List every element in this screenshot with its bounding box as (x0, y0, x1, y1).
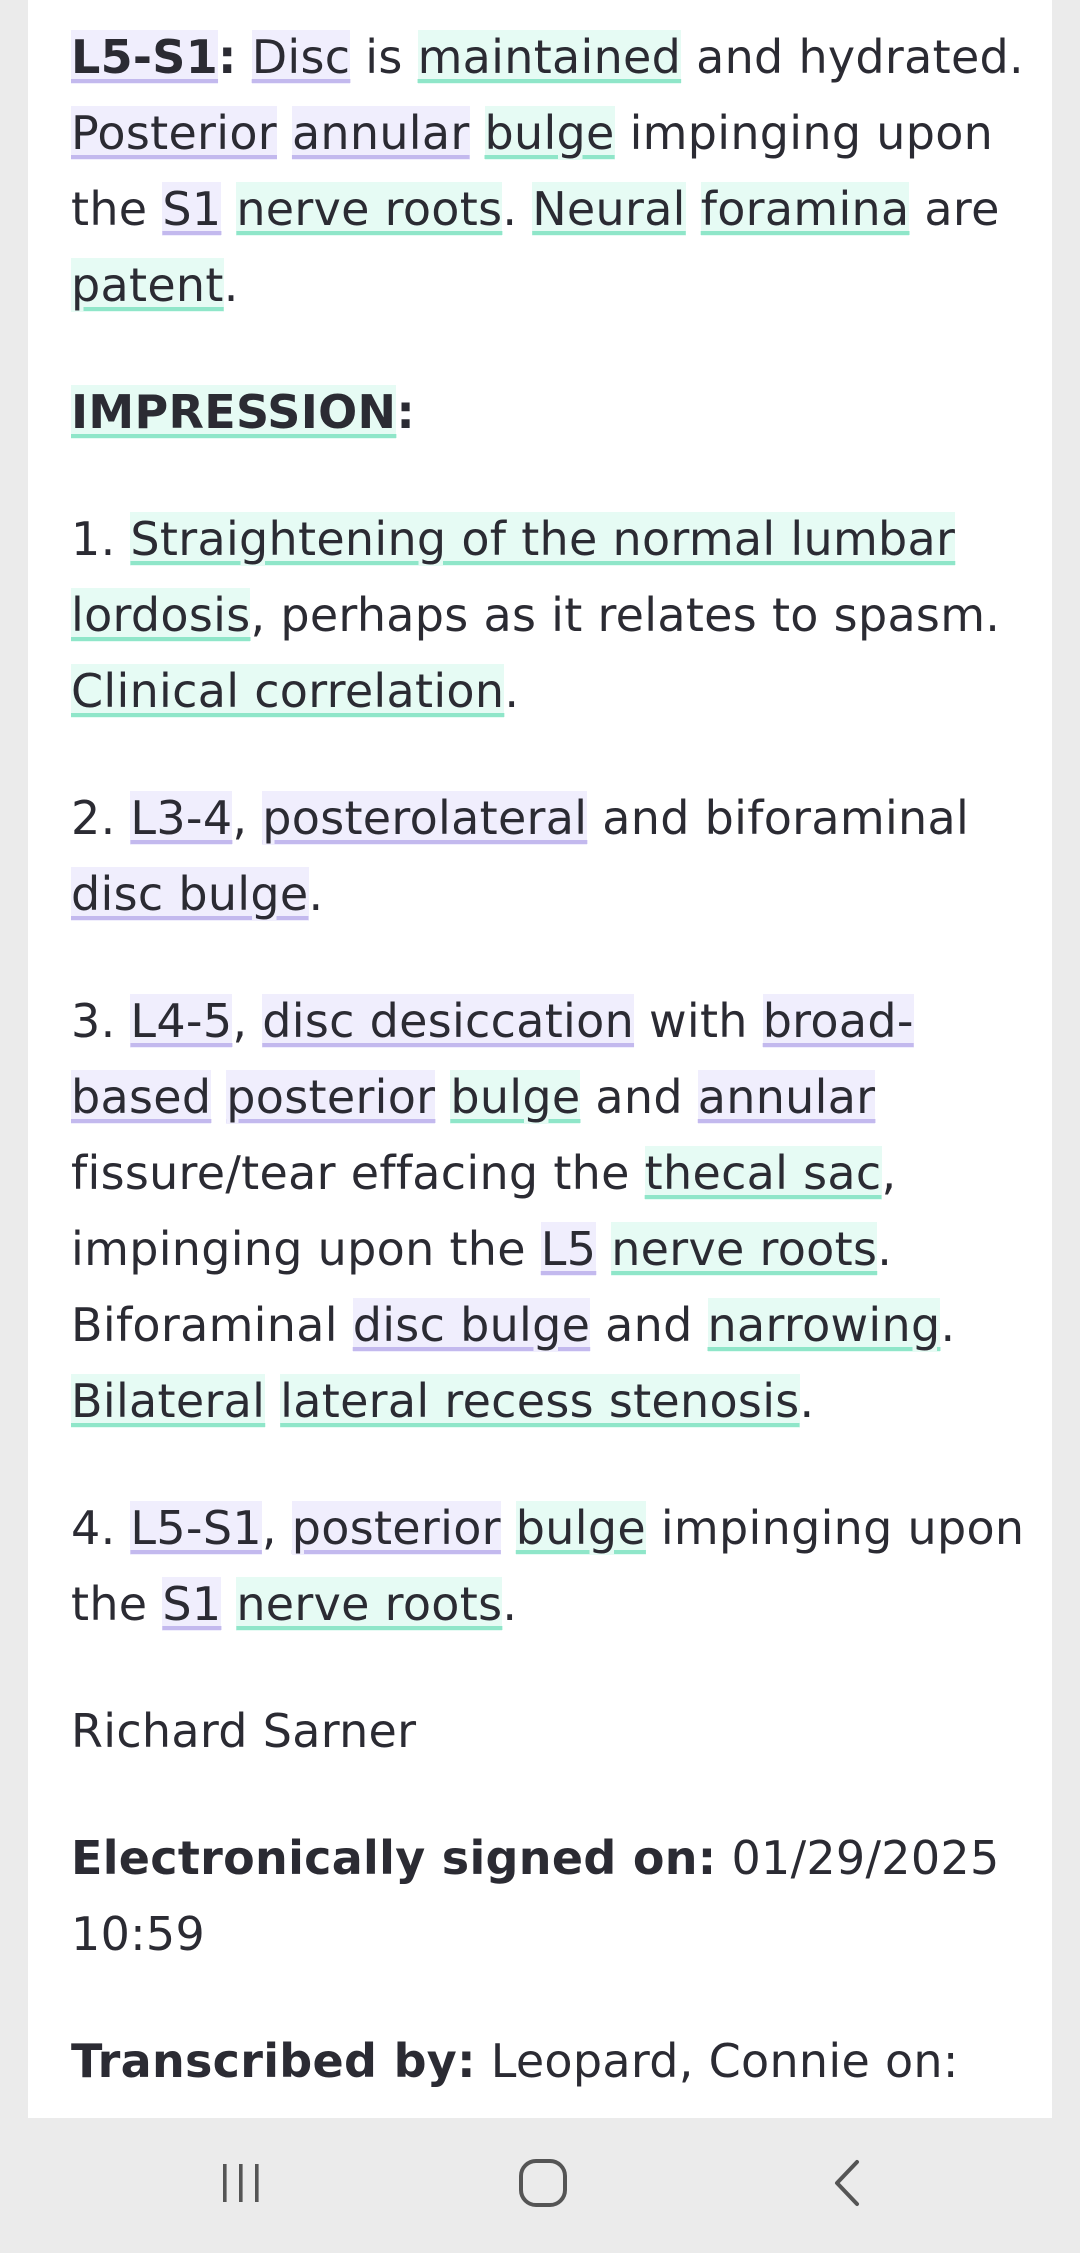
highlighted-term: bulge (484, 106, 615, 160)
highlighted-term: IMPRESSION (71, 385, 397, 439)
report-card (28, 0, 1052, 2118)
highlighted-term: L5-S1 (130, 1501, 262, 1555)
transcribed-value: Leopard, Connie on: (475, 2034, 959, 2088)
highlighted-term: broad-based (71, 994, 914, 1124)
highlighted-term: nerve roots (236, 1577, 503, 1631)
report-text (221, 182, 236, 236)
report-text (221, 1577, 236, 1631)
report-text (596, 1222, 611, 1276)
transcribed-label: Transcribed by: (71, 2034, 476, 2088)
home-button[interactable] (483, 2138, 603, 2228)
report-text (501, 1501, 516, 1555)
physician-name: Richard Sarner (71, 1704, 417, 1758)
report-text: 2. (71, 791, 131, 845)
report-text: . (308, 867, 324, 921)
report-text: , (261, 1501, 292, 1555)
report-text (435, 1070, 450, 1124)
report-text: are (909, 182, 1000, 236)
signed-label: Electronically signed on: (71, 1831, 717, 1885)
highlighted-term: patent (71, 258, 224, 312)
highlighted-term: Straightening of the normal lumbar lordosis (71, 512, 956, 642)
report-text: , (232, 791, 263, 845)
report-text: . (223, 258, 239, 312)
highlighted-term: Neural (532, 182, 686, 236)
report-text: impinging upon the (71, 1501, 1025, 1631)
highlighted-term: bulge (515, 1501, 646, 1555)
report-text: and (590, 1298, 708, 1352)
highlighted-term: L3-4 (130, 791, 233, 845)
highlighted-term: disc bulge (352, 1298, 591, 1352)
report-text (211, 1070, 226, 1124)
signed-line (71, 1820, 1031, 1972)
report-text: . Biforaminal (71, 1222, 893, 1352)
impression-item-2 (71, 780, 1031, 932)
home-icon (516, 2156, 570, 2210)
highlighted-term: L5 (540, 1222, 597, 1276)
report-text: , impinging upon the (71, 1146, 897, 1276)
highlighted-term: S1 (162, 1577, 222, 1631)
report-text: . (504, 664, 520, 718)
highlighted-term: thecal sac (644, 1146, 882, 1200)
back-button[interactable] (787, 2138, 907, 2228)
highlighted-term: Bilateral (71, 1374, 266, 1428)
report-text: , perhaps as it relates to spasm. (250, 588, 1001, 642)
highlighted-term: narrowing (707, 1298, 941, 1352)
report-text: impinging upon the (71, 106, 994, 236)
transcribed-line (71, 2023, 1031, 2099)
impression-item-3 (71, 983, 1031, 1439)
report-text (470, 106, 485, 160)
report-text: : (218, 30, 237, 84)
highlighted-term: posterolateral (262, 791, 588, 845)
highlighted-term: posterior (291, 1501, 501, 1555)
back-icon (822, 2156, 872, 2210)
highlighted-term: L5-S1 (71, 30, 219, 84)
highlighted-term: posterior (226, 1070, 436, 1124)
report-text: . (940, 1298, 956, 1352)
highlighted-term: bulge (450, 1070, 581, 1124)
report-text: 3. (71, 994, 131, 1048)
highlighted-term: nerve roots (611, 1222, 878, 1276)
recent-apps-button[interactable] (181, 2138, 301, 2228)
report-text: and hydrated. (681, 30, 1024, 84)
highlighted-term: foramina (700, 182, 910, 236)
highlighted-term: disc desiccation (262, 994, 635, 1048)
report-text: 4. (71, 1501, 131, 1555)
report-text: . (799, 1374, 815, 1428)
highlighted-term: Posterior (71, 106, 277, 160)
report-text: and biforaminal (587, 791, 970, 845)
highlighted-term: maintained (417, 30, 682, 84)
finding-l5-s1 (71, 19, 1031, 323)
report-text: , (232, 994, 263, 1048)
report-text (277, 106, 292, 160)
report-text (686, 182, 701, 236)
recent-apps-icon (216, 2158, 266, 2208)
report-content (71, 19, 1031, 2118)
report-text (265, 1374, 280, 1428)
impression-item-1 (71, 501, 1031, 729)
highlighted-term: nerve roots (236, 182, 503, 236)
highlighted-term: disc bulge (71, 867, 309, 921)
highlighted-term: annular (291, 106, 470, 160)
report-text: : (396, 385, 416, 439)
highlighted-term: S1 (162, 182, 222, 236)
report-text: is (350, 30, 418, 84)
highlighted-term: L4-5 (130, 994, 233, 1048)
highlighted-term: lateral recess stenosis (280, 1374, 800, 1428)
highlighted-term: Clinical correlation (71, 664, 505, 718)
impression-heading (71, 374, 1031, 450)
report-text: with (634, 994, 763, 1048)
highlighted-term: annular (697, 1070, 876, 1124)
system-navigation-bar (0, 2118, 1080, 2253)
report-text: . (502, 182, 533, 236)
highlighted-term: Disc (251, 30, 351, 84)
report-text: . (502, 1577, 518, 1631)
report-text: 1. (71, 512, 131, 566)
signed-value: 01/29/2025 10:59 (71, 1831, 1000, 1961)
report-text (237, 30, 252, 84)
report-text: and (580, 1070, 698, 1124)
impression-item-4 (71, 1490, 1031, 1642)
report-text: fissure/tear effacing the (71, 1146, 645, 1200)
